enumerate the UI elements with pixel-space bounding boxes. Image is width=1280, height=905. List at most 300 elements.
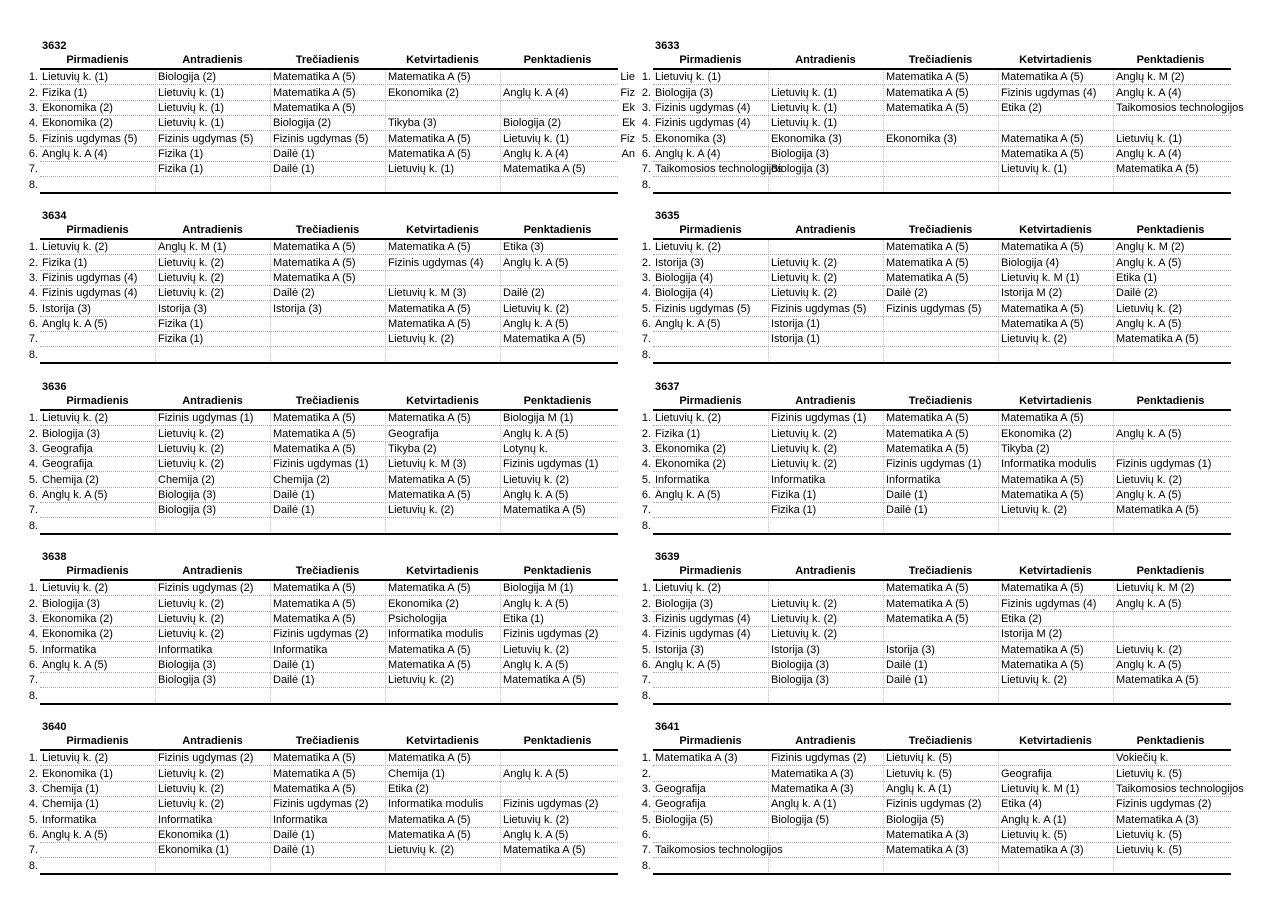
lesson-cell: Dailė (1) (270, 843, 385, 858)
lesson-row (20, 828, 618, 843)
lesson-cell: Biologija (3) (768, 658, 883, 673)
lesson-number: 6. (28, 659, 38, 671)
lesson-cell: Ekonomika (3) (768, 132, 883, 147)
lesson-cell: Lietuvių k. (2) (1113, 473, 1228, 488)
lesson-number: 8. (28, 690, 38, 702)
lesson-cell: Lietuvių k. M (1) (998, 271, 1113, 286)
lesson-cell: Anglų k. A (5) (500, 488, 615, 503)
lesson-cell: Fizika (1) (42, 87, 88, 99)
day-header-row (653, 564, 1231, 581)
lesson-number: 7. (28, 163, 38, 175)
lesson-cell: Matematika A (5) (270, 442, 385, 457)
lesson-cell: Lietuvių k. (2) (42, 582, 109, 594)
lesson-cell: Matematika A (5) (385, 643, 500, 658)
lesson-number: 4. (641, 628, 651, 640)
lesson-cell (768, 240, 883, 255)
lesson-row (633, 581, 1231, 596)
lesson-row (20, 519, 618, 534)
lesson-cell (40, 503, 155, 518)
lesson-cell: Lietuvių k. (2) (155, 767, 270, 782)
lesson-cell (883, 178, 998, 193)
lesson-cell (653, 689, 768, 704)
lesson-cell: Matematika A (5) (883, 271, 998, 286)
lesson-cell (40, 178, 155, 193)
lesson-cell (270, 519, 385, 534)
day-header: Penktadienis (523, 224, 592, 236)
lesson-row (20, 627, 618, 642)
lesson-cell: Chemija (1) (42, 798, 99, 810)
lesson-cell: Chemija (2) (42, 474, 99, 486)
lesson-cell: Dailė (1) (883, 488, 998, 503)
day-header: Pirmadienis (679, 224, 742, 236)
lesson-cell: Fizika (1) (768, 488, 883, 503)
row-divider (40, 811, 618, 812)
lesson-cell: Lietuvių k. (5) (1113, 767, 1228, 782)
lesson-row (633, 627, 1231, 642)
day-header: Trečiadienis (908, 54, 973, 66)
class-code: 3636 (42, 381, 67, 393)
lesson-cell: Istorija (1) (768, 332, 883, 347)
day-header-row (40, 223, 618, 240)
lesson-cell: Matematika A (5) (385, 488, 500, 503)
lesson-row (20, 689, 618, 704)
lesson-cell: Anglų k. M (2) (1113, 240, 1228, 255)
row-divider (653, 811, 1231, 812)
day-header: Antradienis (795, 565, 856, 577)
lesson-cell: Anglų k. A (4) (42, 148, 108, 160)
lesson-cell (500, 271, 615, 286)
lesson-cell: Matematika A (5) (385, 302, 500, 317)
lesson-cell (768, 689, 883, 704)
lesson-cell: Geografija (998, 767, 1113, 782)
lesson-cell: Taikomosios technologijos (655, 844, 783, 856)
day-header: Ketvirtadienis (1019, 565, 1092, 577)
lesson-cell: Matematika A (5) (1113, 673, 1228, 688)
lesson-cell: Matematika A (5) (883, 427, 998, 442)
day-header-row (653, 734, 1231, 751)
lesson-cell: Anglų k. A (5) (42, 489, 108, 501)
lesson-cell: Dailė (1) (270, 828, 385, 843)
lesson-cell: Anglų k. A (5) (1113, 597, 1228, 612)
lesson-cell: Lietuvių k. (2) (42, 752, 109, 764)
row-divider (40, 857, 618, 858)
day-header-row (653, 394, 1231, 411)
day-header-row (40, 564, 618, 581)
lesson-number: 7. (641, 333, 651, 345)
lesson-cell: Lietuvių k. (2) (500, 473, 615, 488)
bottom-rule (653, 873, 1231, 875)
lesson-cell: Lietuvių k. (2) (655, 241, 722, 253)
lesson-cell: Ekonomika (2) (998, 427, 1113, 442)
lesson-cell (385, 271, 500, 286)
lesson-cell (270, 689, 385, 704)
lesson-row (633, 70, 1231, 85)
lesson-cell: Fizika (1) (42, 257, 88, 269)
lesson-cell: Dailė (2) (1113, 286, 1228, 301)
lesson-cell (883, 332, 998, 347)
lesson-cell (270, 332, 385, 347)
lesson-row (633, 271, 1231, 286)
lesson-cell (653, 178, 768, 193)
row-divider (40, 471, 618, 472)
lesson-cell: Lietuvių k. (2) (42, 412, 109, 424)
lesson-cell: Matematika A (5) (500, 162, 615, 177)
lesson-number: 2. (641, 257, 651, 269)
day-header: Trečiadienis (908, 395, 973, 407)
lesson-row (633, 767, 1231, 782)
lesson-number: 7. (28, 844, 38, 856)
day-header: Ketvirtadienis (406, 395, 479, 407)
lesson-cell: Matematika A (5) (270, 256, 385, 271)
lesson-cell: Lietuvių k. (5) (1113, 843, 1228, 858)
lesson-number: 5. (28, 644, 38, 656)
lesson-number: 6. (28, 148, 38, 160)
lesson-cell: Lietuvių k. (5) (998, 828, 1113, 843)
lesson-cell: Matematika A (5) (1113, 162, 1228, 177)
lesson-cell (500, 859, 615, 874)
lesson-cell: Lietuvių k. (2) (768, 442, 883, 457)
lesson-number: 1. (641, 582, 651, 594)
lesson-cell: Matematika A (5) (998, 488, 1113, 503)
day-header: Penktadienis (523, 54, 592, 66)
lesson-cell (500, 782, 615, 797)
lesson-cell: Fizinis ugdymas (2) (1113, 797, 1228, 812)
lesson-cell (883, 116, 998, 131)
day-header: Pirmadienis (66, 735, 129, 747)
lesson-cell (270, 317, 385, 332)
lesson-cell: Ekonomika (2) (385, 86, 500, 101)
lesson-cell: Informatika (155, 813, 270, 828)
lesson-cell: Lietuvių k. (2) (155, 286, 270, 301)
lesson-number: 1. (28, 582, 38, 594)
lesson-cell (1113, 689, 1228, 704)
lesson-cell: Lietuvių k. (2) (768, 256, 883, 271)
row-divider (653, 254, 1231, 255)
lesson-cell: Fizinis ugdymas (1) (155, 411, 270, 426)
lesson-number: 2. (641, 428, 651, 440)
lesson-cell: Matematika A (5) (385, 813, 500, 828)
lesson-cell: Istorija M (2) (998, 286, 1113, 301)
lesson-cell (768, 348, 883, 363)
lesson-cell: Lietuvių k. (2) (655, 582, 722, 594)
lesson-cell: Anglų k. A (5) (655, 659, 721, 671)
lesson-cell: Matematika A (5) (500, 503, 615, 518)
class-code: 3635 (655, 210, 680, 222)
lesson-number: 2. (641, 768, 651, 780)
lesson-cell (653, 519, 768, 534)
lesson-cell: Lietuvių k. (2) (385, 843, 500, 858)
lesson-cell: Ekonomika (3) (883, 132, 998, 147)
lesson-cell: Chemija (1) (42, 783, 99, 795)
lesson-cell: Matematika A (5) (998, 302, 1113, 317)
lesson-row (633, 332, 1231, 347)
lesson-cell: Ekonomika (2) (385, 597, 500, 612)
lesson-cell: Anglų k. A (5) (500, 317, 615, 332)
lesson-number: 3. (641, 102, 651, 114)
lesson-cell: Ekonomika (1) (155, 828, 270, 843)
day-header: Antradienis (182, 565, 243, 577)
row-divider (40, 346, 618, 347)
lesson-cell: Ekonomika (2) (42, 117, 113, 129)
lesson-cell: Tikyba (3) (385, 116, 500, 131)
lesson-cell: Matematika A (5) (998, 317, 1113, 332)
lesson-cell (998, 689, 1113, 704)
lesson-cell (768, 859, 883, 874)
row-divider (40, 517, 618, 518)
lesson-cell: Lietuvių k. (2) (155, 627, 270, 642)
lesson-cell: Lietuvių k. (5) (883, 767, 998, 782)
lesson-cell (883, 859, 998, 874)
lesson-cell (500, 348, 615, 363)
lesson-number: 8. (28, 520, 38, 532)
lesson-number: 7. (28, 674, 38, 686)
lesson-row (20, 271, 618, 286)
day-header: Trečiadienis (908, 224, 973, 236)
lesson-number: 1. (28, 241, 38, 253)
lesson-cell: Lietuvių k. (2) (768, 627, 883, 642)
day-header: Antradienis (795, 54, 856, 66)
lesson-cell (500, 101, 615, 116)
lesson-cell (883, 689, 998, 704)
lesson-cell: Biologija (5) (655, 814, 714, 826)
lesson-cell: Dailė (2) (500, 286, 615, 301)
lesson-cell: Fizinis ugdymas (5) (270, 132, 385, 147)
lesson-cell: Ekonomika (2) (42, 102, 113, 114)
lesson-cell: Etika (3) (500, 240, 615, 255)
lesson-cell (883, 627, 998, 642)
overflow-fragment: Ek (622, 117, 635, 129)
lesson-cell: Fizika (1) (155, 147, 270, 162)
lesson-cell: Fizinis ugdymas (4) (655, 117, 751, 129)
lesson-cell: Biologija (3) (768, 147, 883, 162)
lesson-cell: Matematika A (5) (385, 132, 500, 147)
lesson-number: 3. (28, 613, 38, 625)
lesson-row (20, 256, 618, 271)
lesson-cell: Lietuvių k. (2) (155, 782, 270, 797)
lesson-cell: Anglų k. A (1) (768, 797, 883, 812)
lesson-cell (653, 673, 768, 688)
lesson-cell: Anglų k. A (5) (500, 658, 615, 673)
day-header: Ketvirtadienis (406, 224, 479, 236)
lesson-cell: Lietuvių k. (1) (155, 86, 270, 101)
lesson-number: 8. (28, 179, 38, 191)
lesson-number: 8. (641, 179, 651, 191)
lesson-row (20, 859, 618, 874)
lesson-row (633, 503, 1231, 518)
lesson-cell: Fizinis ugdymas (5) (655, 303, 751, 315)
day-header: Antradienis (182, 735, 243, 747)
lesson-cell: Tikyba (2) (998, 442, 1113, 457)
lesson-number: 4. (641, 117, 651, 129)
lesson-cell: Matematika A (5) (385, 581, 500, 596)
lesson-cell: Istorija (3) (155, 302, 270, 317)
lesson-cell: Lietuvių k. (2) (500, 813, 615, 828)
lesson-cell: Lietuvių k. (2) (155, 271, 270, 286)
lesson-cell: Matematika A (5) (998, 70, 1113, 85)
lesson-number: 3. (641, 783, 651, 795)
lesson-cell: Istorija (3) (655, 644, 704, 656)
lesson-row (20, 643, 618, 658)
lesson-cell: Vokiečių k. (1113, 751, 1228, 766)
lesson-cell: Etika (1) (1113, 271, 1228, 286)
lesson-cell: Anglų k. A (1) (998, 813, 1113, 828)
lesson-number: 7. (641, 163, 651, 175)
lesson-number: 8. (641, 349, 651, 361)
lesson-cell: Matematika A (3) (883, 843, 998, 858)
lesson-number: 2. (28, 428, 38, 440)
overflow-fragment: Lie (620, 71, 635, 83)
lesson-row (633, 859, 1231, 874)
lesson-cell: Lietuvių k. (2) (155, 797, 270, 812)
lesson-cell: Lietuvių k. (2) (385, 673, 500, 688)
row-divider (653, 595, 1231, 596)
lesson-cell (40, 162, 155, 177)
lesson-cell: Lietuvių k. (2) (500, 643, 615, 658)
lesson-number: 3. (28, 102, 38, 114)
lesson-row (633, 797, 1231, 812)
lesson-cell: Matematika A (5) (270, 612, 385, 627)
lesson-cell: Lietuvių k. (2) (155, 442, 270, 457)
bottom-rule (40, 192, 618, 194)
bottom-rule (653, 703, 1231, 705)
row-divider (40, 641, 618, 642)
lesson-cell: Matematika A (5) (998, 581, 1113, 596)
lesson-cell: Lietuvių k. (2) (155, 427, 270, 442)
lesson-row (20, 116, 618, 131)
day-header: Penktadienis (1136, 565, 1205, 577)
lesson-cell: Anglų k. A (4) (655, 148, 721, 160)
bottom-rule (653, 533, 1231, 535)
lesson-cell: Biologija (3) (655, 87, 714, 99)
lesson-cell: Matematika A (3) (1113, 813, 1228, 828)
lesson-cell: Matematika A (5) (385, 411, 500, 426)
lesson-cell: Matematika A (5) (998, 240, 1113, 255)
lesson-cell: Informatika modulis (385, 797, 500, 812)
lesson-row (633, 147, 1231, 162)
lesson-cell (768, 843, 883, 858)
lesson-row (633, 782, 1244, 797)
lesson-cell (1113, 519, 1228, 534)
lesson-cell: Biologija (3) (155, 673, 270, 688)
lesson-cell: Informatika (270, 813, 385, 828)
lesson-cell (768, 581, 883, 596)
lesson-cell: Lietuvių k. (1) (155, 116, 270, 131)
lesson-number: 5. (641, 814, 651, 826)
lesson-cell: Lietuvių k. (2) (998, 332, 1113, 347)
lesson-cell: Matematika A (5) (500, 673, 615, 688)
lesson-number: 2. (28, 257, 38, 269)
lesson-cell: Anglų k. A (5) (500, 256, 615, 271)
day-header: Trečiadienis (295, 735, 360, 747)
day-header: Antradienis (182, 395, 243, 407)
lesson-cell: Anglų k. A (5) (1113, 317, 1228, 332)
lesson-cell: Lietuvių k. (2) (998, 503, 1113, 518)
lesson-row (633, 427, 1231, 442)
day-header: Antradienis (795, 395, 856, 407)
lesson-row (633, 132, 1231, 147)
lesson-cell (768, 828, 883, 843)
lesson-cell: Matematika A (3) (883, 828, 998, 843)
lesson-row (20, 658, 618, 673)
lesson-cell: Lietuvių k. (1) (768, 101, 883, 116)
lesson-row (633, 751, 1231, 766)
day-header: Ketvirtadienis (406, 54, 479, 66)
lesson-row (633, 116, 1231, 131)
row-divider (40, 687, 618, 688)
lesson-cell: Geografija (42, 443, 93, 455)
lesson-cell: Istorija (3) (883, 643, 998, 658)
lesson-cell: Lietuvių k. (2) (768, 427, 883, 442)
lesson-cell: Etika (2) (998, 612, 1113, 627)
lesson-cell: Matematika A (5) (270, 767, 385, 782)
lesson-row (20, 162, 618, 177)
lesson-cell: Matematika A (5) (500, 843, 615, 858)
lesson-number: 1. (641, 752, 651, 764)
lesson-row (20, 286, 618, 301)
lesson-cell (1113, 116, 1228, 131)
lesson-cell (768, 178, 883, 193)
overflow-fragment: Fiz (620, 133, 635, 145)
row-divider (40, 425, 618, 426)
lesson-row (20, 751, 618, 766)
lesson-number: 4. (28, 287, 38, 299)
lesson-cell (155, 689, 270, 704)
lesson-cell: Lietuvių k. (2) (1113, 643, 1228, 658)
lesson-row (20, 442, 618, 457)
lesson-cell: Matematika A (5) (385, 317, 500, 332)
lesson-row (633, 86, 1231, 101)
lesson-row (633, 286, 1231, 301)
lesson-number: 4. (28, 628, 38, 640)
lesson-cell (40, 348, 155, 363)
lesson-cell: Anglų k. A (5) (500, 828, 615, 843)
lesson-cell (385, 101, 500, 116)
lesson-number: 3. (641, 443, 651, 455)
day-header: Trečiadienis (908, 565, 973, 577)
lesson-cell: Dailė (1) (883, 673, 998, 688)
lesson-cell (1113, 859, 1228, 874)
lesson-row (633, 302, 1231, 317)
lesson-cell (883, 348, 998, 363)
lesson-cell: Biologija (4) (655, 287, 714, 299)
lesson-number: 2. (641, 87, 651, 99)
lesson-cell: Matematika A (5) (1113, 503, 1228, 518)
lesson-cell: Lietuvių k. (5) (883, 751, 998, 766)
lesson-cell: Informatika (155, 643, 270, 658)
lesson-cell: Biologija (3) (655, 598, 714, 610)
lesson-cell: Ekonomika (2) (655, 443, 726, 455)
lesson-cell: Matematika A (5) (883, 612, 998, 627)
lesson-row (633, 317, 1231, 332)
lesson-row (20, 581, 618, 596)
lesson-row (20, 348, 618, 363)
row-divider (40, 84, 618, 85)
lesson-cell: Biologija M (1) (500, 581, 615, 596)
lesson-number: 5. (28, 133, 38, 145)
lesson-number: 4. (28, 117, 38, 129)
lesson-cell: Matematika A (5) (998, 132, 1113, 147)
lesson-row (633, 442, 1231, 457)
lesson-number: 7. (641, 844, 651, 856)
lesson-cell: Matematika A (5) (500, 332, 615, 347)
class-code: 3638 (42, 551, 67, 563)
lesson-cell: Anglų k. M (1) (155, 240, 270, 255)
lesson-cell (653, 828, 768, 843)
lesson-cell: Matematika A (5) (998, 658, 1113, 673)
lesson-cell: Lietuvių k. (1) (1113, 132, 1228, 147)
lesson-row (633, 101, 1244, 116)
lesson-cell (998, 519, 1113, 534)
